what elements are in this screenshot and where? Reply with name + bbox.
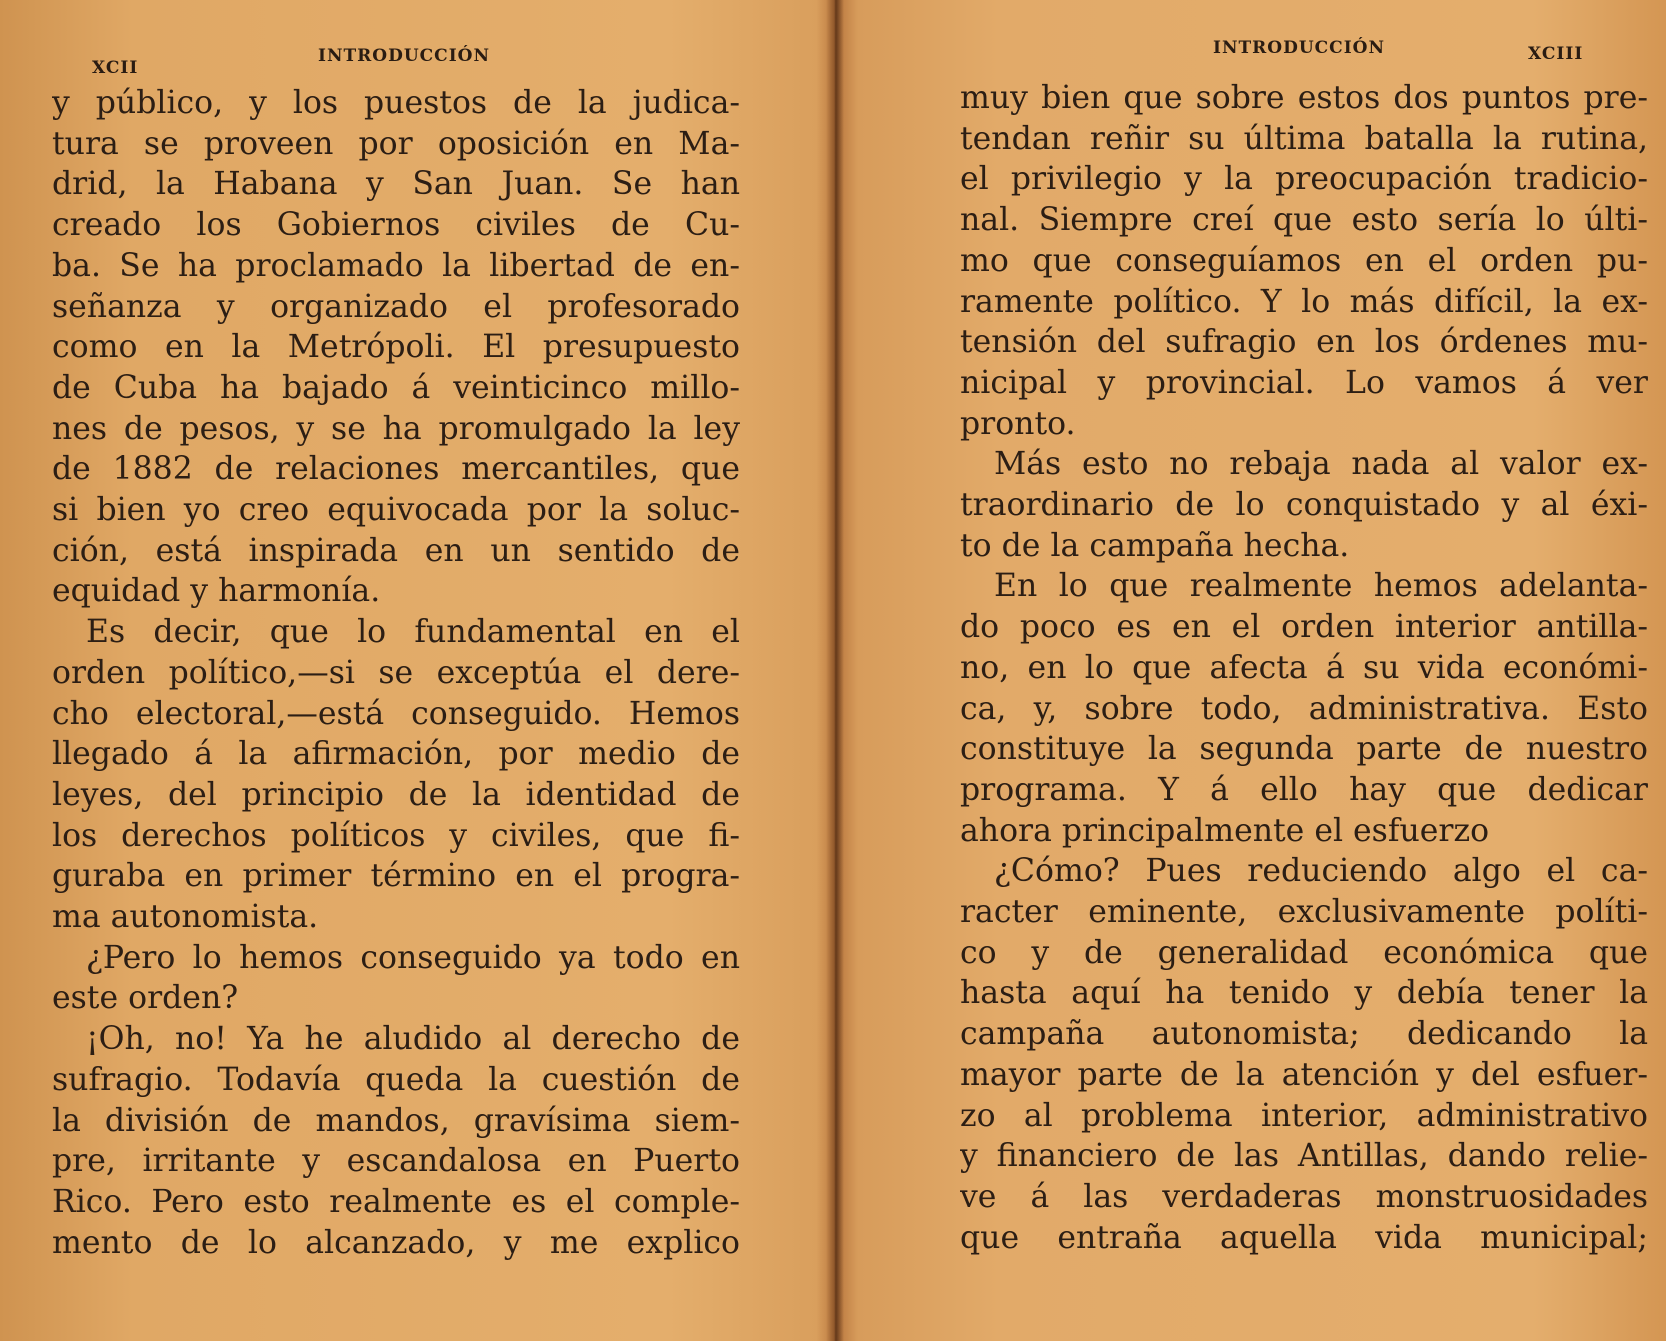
text-line: ¡Oh, no! Ya he aludido al derecho de <box>86 1021 740 1058</box>
page-number: XCIII <box>1528 44 1584 64</box>
text-line: nes de pesos, y se ha promulgado la ley <box>52 410 740 447</box>
text-line: orden político,—si se exceptúa el dere- <box>52 654 740 691</box>
text-line: hasta aquí ha tenido y debía tener la <box>960 975 1648 1012</box>
text-line: mento de lo alcanzado, y me explico <box>52 1224 740 1261</box>
text-line: ción, está inspirada en un sentido de <box>52 532 740 569</box>
text-line: mayor parte de la atención y del esfuer- <box>960 1056 1648 1093</box>
text-line: pre, irritante y escandalosa en Puerto <box>52 1143 740 1180</box>
text-line: llegado á la afirmación, por medio de <box>52 736 740 773</box>
text-line: el privilegio y la preocupación tradicio- <box>960 161 1648 198</box>
text-line: leyes, del principio de la identidad de <box>52 776 740 813</box>
text-line: Más esto no rebaja nada al valor ex- <box>994 446 1648 483</box>
text-line: si bien yo creo equivocada por la soluc- <box>52 492 740 529</box>
page-body <box>960 78 1648 1258</box>
text-line: constituye la segunda parte de nuestro <box>960 731 1648 768</box>
page-number: XCII <box>92 58 139 78</box>
left-page <box>0 0 830 1341</box>
text-line: ve á las verdaderas monstruosidades <box>960 1178 1648 1215</box>
text-line: ¿Pero lo hemos conseguido ya todo en <box>86 939 740 976</box>
text-line: pronto. <box>960 405 1076 442</box>
text-line: nicipal y provincial. Lo vamos á ver <box>960 364 1648 401</box>
text-line: señanza y organizado el profesorado <box>52 288 740 325</box>
text-line: creado los Gobiernos civiles de Cu- <box>52 207 740 244</box>
text-line: tendan reñir su última batalla la rutina, <box>960 120 1648 157</box>
text-line: drid, la Habana y San Juan. Se han <box>52 166 740 203</box>
text-line: este orden? <box>52 980 239 1017</box>
text-line: y público, y los puestos de la judica- <box>52 85 740 121</box>
text-line: ramente político. Y lo más difícil, la ex- <box>960 283 1648 320</box>
running-head: INTRODUCCIÓN <box>1213 38 1386 58</box>
text-line: Es decir, que lo fundamental en el <box>86 614 740 651</box>
text-line: Rico. Pero esto realmente es el comple- <box>52 1183 740 1220</box>
text-line: traordinario de lo conquistado y al éxi- <box>960 487 1648 524</box>
text-line: campaña autonomista; dedicando la <box>960 1016 1648 1053</box>
text-line: En lo que realmente hemos adelanta- <box>994 568 1648 605</box>
text-line: ¿Cómo? Pues reduciendo algo el ca- <box>994 853 1648 890</box>
text-line: sufragio. Todavía queda la cuestión de <box>52 1061 740 1098</box>
text-line: co y de generalidad económica que <box>960 934 1648 971</box>
text-line: mo que conseguíamos en el orden pu- <box>960 242 1648 279</box>
text-line: de Cuba ha bajado á veinticinco millo- <box>52 369 740 406</box>
text-line: como en la Metrópoli. El presupuesto <box>52 329 740 366</box>
page-body <box>52 83 740 1263</box>
text-line: muy bien que sobre estos dos puntos pre- <box>960 80 1648 116</box>
text-line: ma autonomista. <box>52 899 319 936</box>
text-line: cho electoral,—está conseguido. Hemos <box>52 695 740 732</box>
text-line: equidad y harmonía. <box>52 573 381 610</box>
text-line: nal. Siempre creí que esto sería lo últi- <box>960 202 1648 239</box>
text-line: tura se proveen por oposición en Ma- <box>52 125 740 162</box>
text-line: de 1882 de relaciones mercantiles, que <box>52 451 740 488</box>
text-line: ba. Se ha proclamado la libertad de en- <box>52 247 740 284</box>
text-line: ahora principalmente el esfuerzo <box>960 812 1490 849</box>
text-line: que entraña aquella vida municipal; <box>960 1219 1648 1256</box>
text-line: zo al problema interior, administrativo <box>960 1097 1648 1134</box>
text-line: do poco es en el orden interior antilla- <box>960 609 1648 646</box>
text-line: los derechos políticos y civiles, que fi- <box>52 817 740 854</box>
running-head: INTRODUCCIÓN <box>318 46 491 66</box>
right-page <box>840 0 1666 1341</box>
text-line: tensión del sufragio en los órdenes mu- <box>960 324 1648 361</box>
text-line: racter eminente, exclusivamente políti- <box>960 894 1648 931</box>
text-line: ca, y, sobre todo, administrativa. Esto <box>960 690 1648 727</box>
text-line: programa. Y á ello hay que dedicar <box>960 771 1648 808</box>
text-line: guraba en primer término en el progra- <box>52 858 740 895</box>
text-line: to de la campaña hecha. <box>960 527 1350 564</box>
text-line: y financiero de las Antillas, dando relie- <box>960 1138 1648 1175</box>
text-line: la división de mandos, gravísima siem- <box>52 1102 740 1139</box>
text-line: no, en lo que afecta á su vida económi- <box>960 649 1648 686</box>
